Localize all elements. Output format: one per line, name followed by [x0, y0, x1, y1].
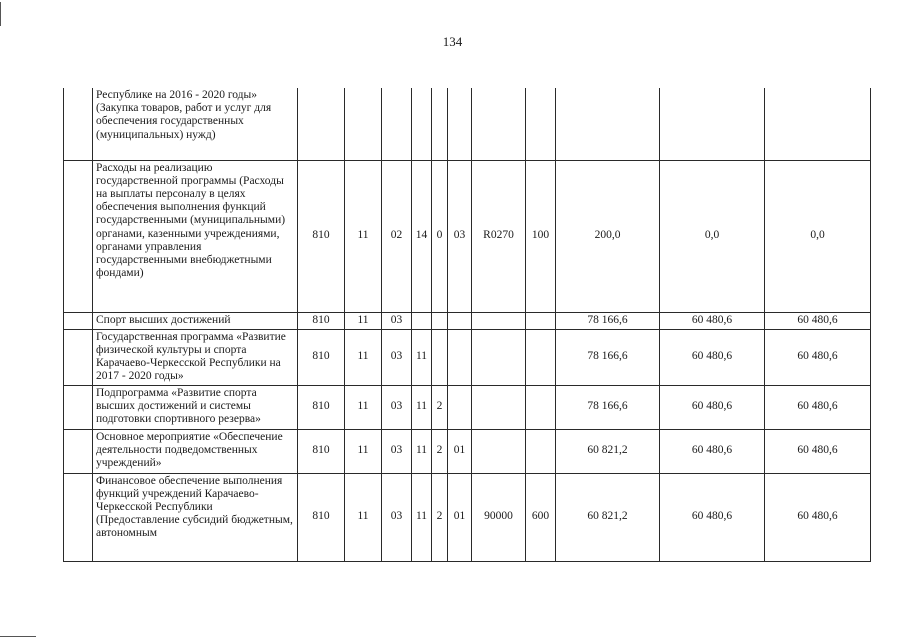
subsection-cell: 03	[382, 312, 412, 329]
amount-1-cell: 60 821,2	[556, 473, 660, 561]
event-cell: 01	[448, 429, 472, 473]
description-cell: Республике на 2016 - 2020 годы» (Закупка товаров, работ и услуг для обеспечения государственных (муниципальных) нужд)	[93, 88, 298, 160]
table-row	[64, 160, 871, 312]
subprogram-cell: 0	[432, 160, 448, 312]
row-number-cell	[64, 385, 93, 429]
event-cell: 01	[448, 473, 472, 561]
page-number: 134	[442, 34, 463, 49]
program-cell: 11	[412, 473, 432, 561]
amount-3-cell: 60 480,6	[765, 473, 871, 561]
amount-3-cell: 0,0	[765, 160, 871, 312]
program-cell: 14	[412, 160, 432, 312]
program-cell: 11	[412, 385, 432, 429]
subprogram-cell: 2	[432, 473, 448, 561]
direction-cell	[472, 312, 526, 329]
ministry-cell: 810	[298, 312, 345, 329]
program-cell	[412, 312, 432, 329]
amount-1-cell	[556, 88, 660, 160]
subsection-cell: 03	[382, 429, 412, 473]
amount-2-cell: 60 480,6	[660, 329, 765, 385]
expense-type-cell	[526, 329, 556, 385]
event-cell	[448, 312, 472, 329]
section-cell: 11	[345, 385, 382, 429]
row-number-cell	[64, 312, 93, 329]
section-cell: 11	[345, 160, 382, 312]
section-cell	[345, 88, 382, 160]
direction-cell	[472, 385, 526, 429]
row-number-cell	[64, 160, 93, 312]
subsection-cell: 02	[382, 160, 412, 312]
subprogram-cell: 2	[432, 385, 448, 429]
direction-cell	[472, 329, 526, 385]
event-cell	[448, 385, 472, 429]
amount-2-cell: 0,0	[660, 160, 765, 312]
expense-type-cell: 600	[526, 473, 556, 561]
description-cell: Государственная программа «Развитие физической культуры и спорта Карачаево-Черкесской Республики на 2017 - 2020 годы»	[93, 329, 298, 385]
program-cell: 11	[412, 429, 432, 473]
row-number-cell	[64, 429, 93, 473]
expense-type-cell: 100	[526, 160, 556, 312]
section-cell: 11	[345, 429, 382, 473]
table-row	[64, 385, 871, 429]
ministry-cell: 810	[298, 385, 345, 429]
table-row	[64, 429, 871, 473]
event-cell	[448, 88, 472, 160]
row-number-cell	[64, 329, 93, 385]
direction-cell	[472, 88, 526, 160]
amount-1-cell: 200,0	[556, 160, 660, 312]
scan-mark-top-left	[0, 2, 1, 26]
amount-1-cell: 78 166,6	[556, 312, 660, 329]
subprogram-cell	[432, 312, 448, 329]
description-cell: Спорт высших достижений	[93, 312, 298, 329]
amount-2-cell: 60 480,6	[660, 312, 765, 329]
ministry-cell	[298, 88, 345, 160]
subprogram-cell: 2	[432, 429, 448, 473]
amount-3-cell: 60 480,6	[765, 385, 871, 429]
ministry-cell: 810	[298, 429, 345, 473]
expense-type-cell	[526, 312, 556, 329]
section-cell: 11	[345, 312, 382, 329]
section-cell: 11	[345, 473, 382, 561]
subsection-cell: 03	[382, 385, 412, 429]
row-number-cell	[64, 88, 93, 160]
amount-1-cell: 78 166,6	[556, 329, 660, 385]
description-cell: Расходы на реализацию государственной программы (Расходы на выплаты персоналу в целях обеспечения выполнения функций государственными (муниципальными) органами, казенными учреждениями, органами управления государственными внебюджетными фондами)	[93, 160, 298, 312]
amount-2-cell: 60 480,6	[660, 473, 765, 561]
amount-1-cell: 78 166,6	[556, 385, 660, 429]
table-row	[64, 312, 871, 329]
subprogram-cell	[432, 88, 448, 160]
program-cell	[412, 88, 432, 160]
subsection-cell: 03	[382, 473, 412, 561]
section-cell: 11	[345, 329, 382, 385]
amount-3-cell: 60 480,6	[765, 312, 871, 329]
subprogram-cell	[432, 329, 448, 385]
table-row	[64, 329, 871, 385]
ministry-cell: 810	[298, 473, 345, 561]
description-cell: Подпрограмма «Развитие спорта высших достижений и системы подготовки спортивного резерва»	[93, 385, 298, 429]
ministry-cell: 810	[298, 329, 345, 385]
amount-3-cell: 60 480,6	[765, 329, 871, 385]
direction-cell: 90000	[472, 473, 526, 561]
row-number-cell	[64, 473, 93, 561]
expense-type-cell	[526, 385, 556, 429]
amount-3-cell	[765, 88, 871, 160]
amount-2-cell: 60 480,6	[660, 385, 765, 429]
amount-1-cell: 60 821,2	[556, 429, 660, 473]
direction-cell: R0270	[472, 160, 526, 312]
table-row	[64, 473, 871, 561]
description-cell: Основное мероприятие «Обеспечение деятельности подведомственных учреждений»	[93, 429, 298, 473]
amount-2-cell	[660, 88, 765, 160]
expense-type-cell	[526, 429, 556, 473]
amount-2-cell: 60 480,6	[660, 429, 765, 473]
scan-mark-bottom-left	[0, 636, 36, 637]
budget-table	[63, 88, 871, 562]
expense-type-cell	[526, 88, 556, 160]
table-row	[64, 88, 871, 160]
subsection-cell	[382, 88, 412, 160]
amount-3-cell: 60 480,6	[765, 429, 871, 473]
subsection-cell: 03	[382, 329, 412, 385]
program-cell: 11	[412, 329, 432, 385]
event-cell	[448, 329, 472, 385]
direction-cell	[472, 429, 526, 473]
description-cell: Финансовое обеспечение выполнения функций учреждений Карачаево-Черкесской Республики (Предоставление субсидий бюджетным, автономным	[93, 473, 298, 561]
event-cell: 03	[448, 160, 472, 312]
ministry-cell: 810	[298, 160, 345, 312]
